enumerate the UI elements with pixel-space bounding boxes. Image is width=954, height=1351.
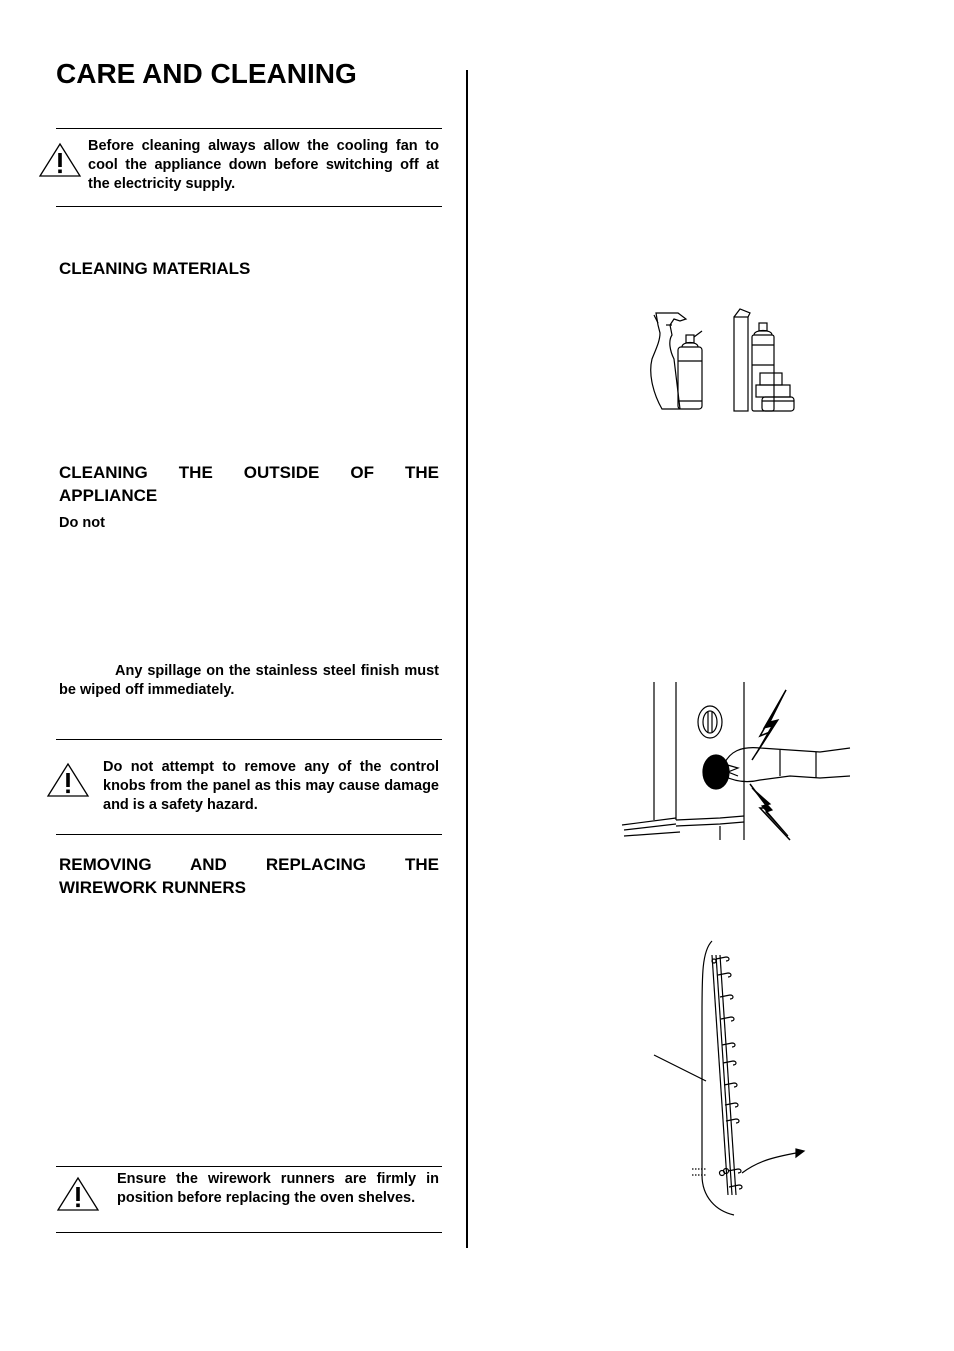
control-knob-warning-illustration (620, 680, 860, 845)
page-title: CARE AND CLEANING (56, 58, 357, 89)
wirework-runner-illustration (650, 935, 810, 1225)
warning-bottom-rule (56, 1232, 442, 1233)
cleaning-outside-heading-line1: CLEANING THE OUTSIDE OF THE (59, 463, 439, 482)
warning-cooling-fan-text: Before cleaning always allow the cooling fan to cool the appliance down before switching off at the electricity supply. (88, 138, 439, 192)
warning-icon (46, 762, 90, 798)
warning-top-rule (56, 739, 442, 740)
warning-runners-text: Ensure the wirework runners are firmly in position before replacing the oven shelves. (117, 1171, 439, 1206)
runners-heading-line1: REMOVING AND REPLACING THE (59, 855, 439, 874)
do-not-text: Do not (59, 515, 105, 531)
runners-heading-line2: WIREWORK RUNNERS (59, 878, 246, 897)
warning-control-knobs-text: Do not attempt to remove any of the control knobs from the panel as this may cause damage and is a safety hazard. (103, 759, 439, 813)
warning-top-rule (56, 1166, 442, 1167)
cleaning-materials-heading: CLEANING MATERIALS (59, 259, 251, 278)
cleaning-outside-heading-line2: APPLIANCE (59, 486, 158, 505)
column-divider (466, 70, 468, 1248)
warning-icon (56, 1176, 100, 1212)
warning-top-rule (56, 128, 442, 129)
warning-bottom-rule (56, 206, 442, 207)
warning-icon (38, 142, 82, 178)
warning-bottom-rule (56, 834, 442, 835)
cleaning-products-illustration (640, 305, 800, 415)
spillage-text: Any spillage on the stainless steel finish must be wiped off immediately. (59, 663, 439, 698)
